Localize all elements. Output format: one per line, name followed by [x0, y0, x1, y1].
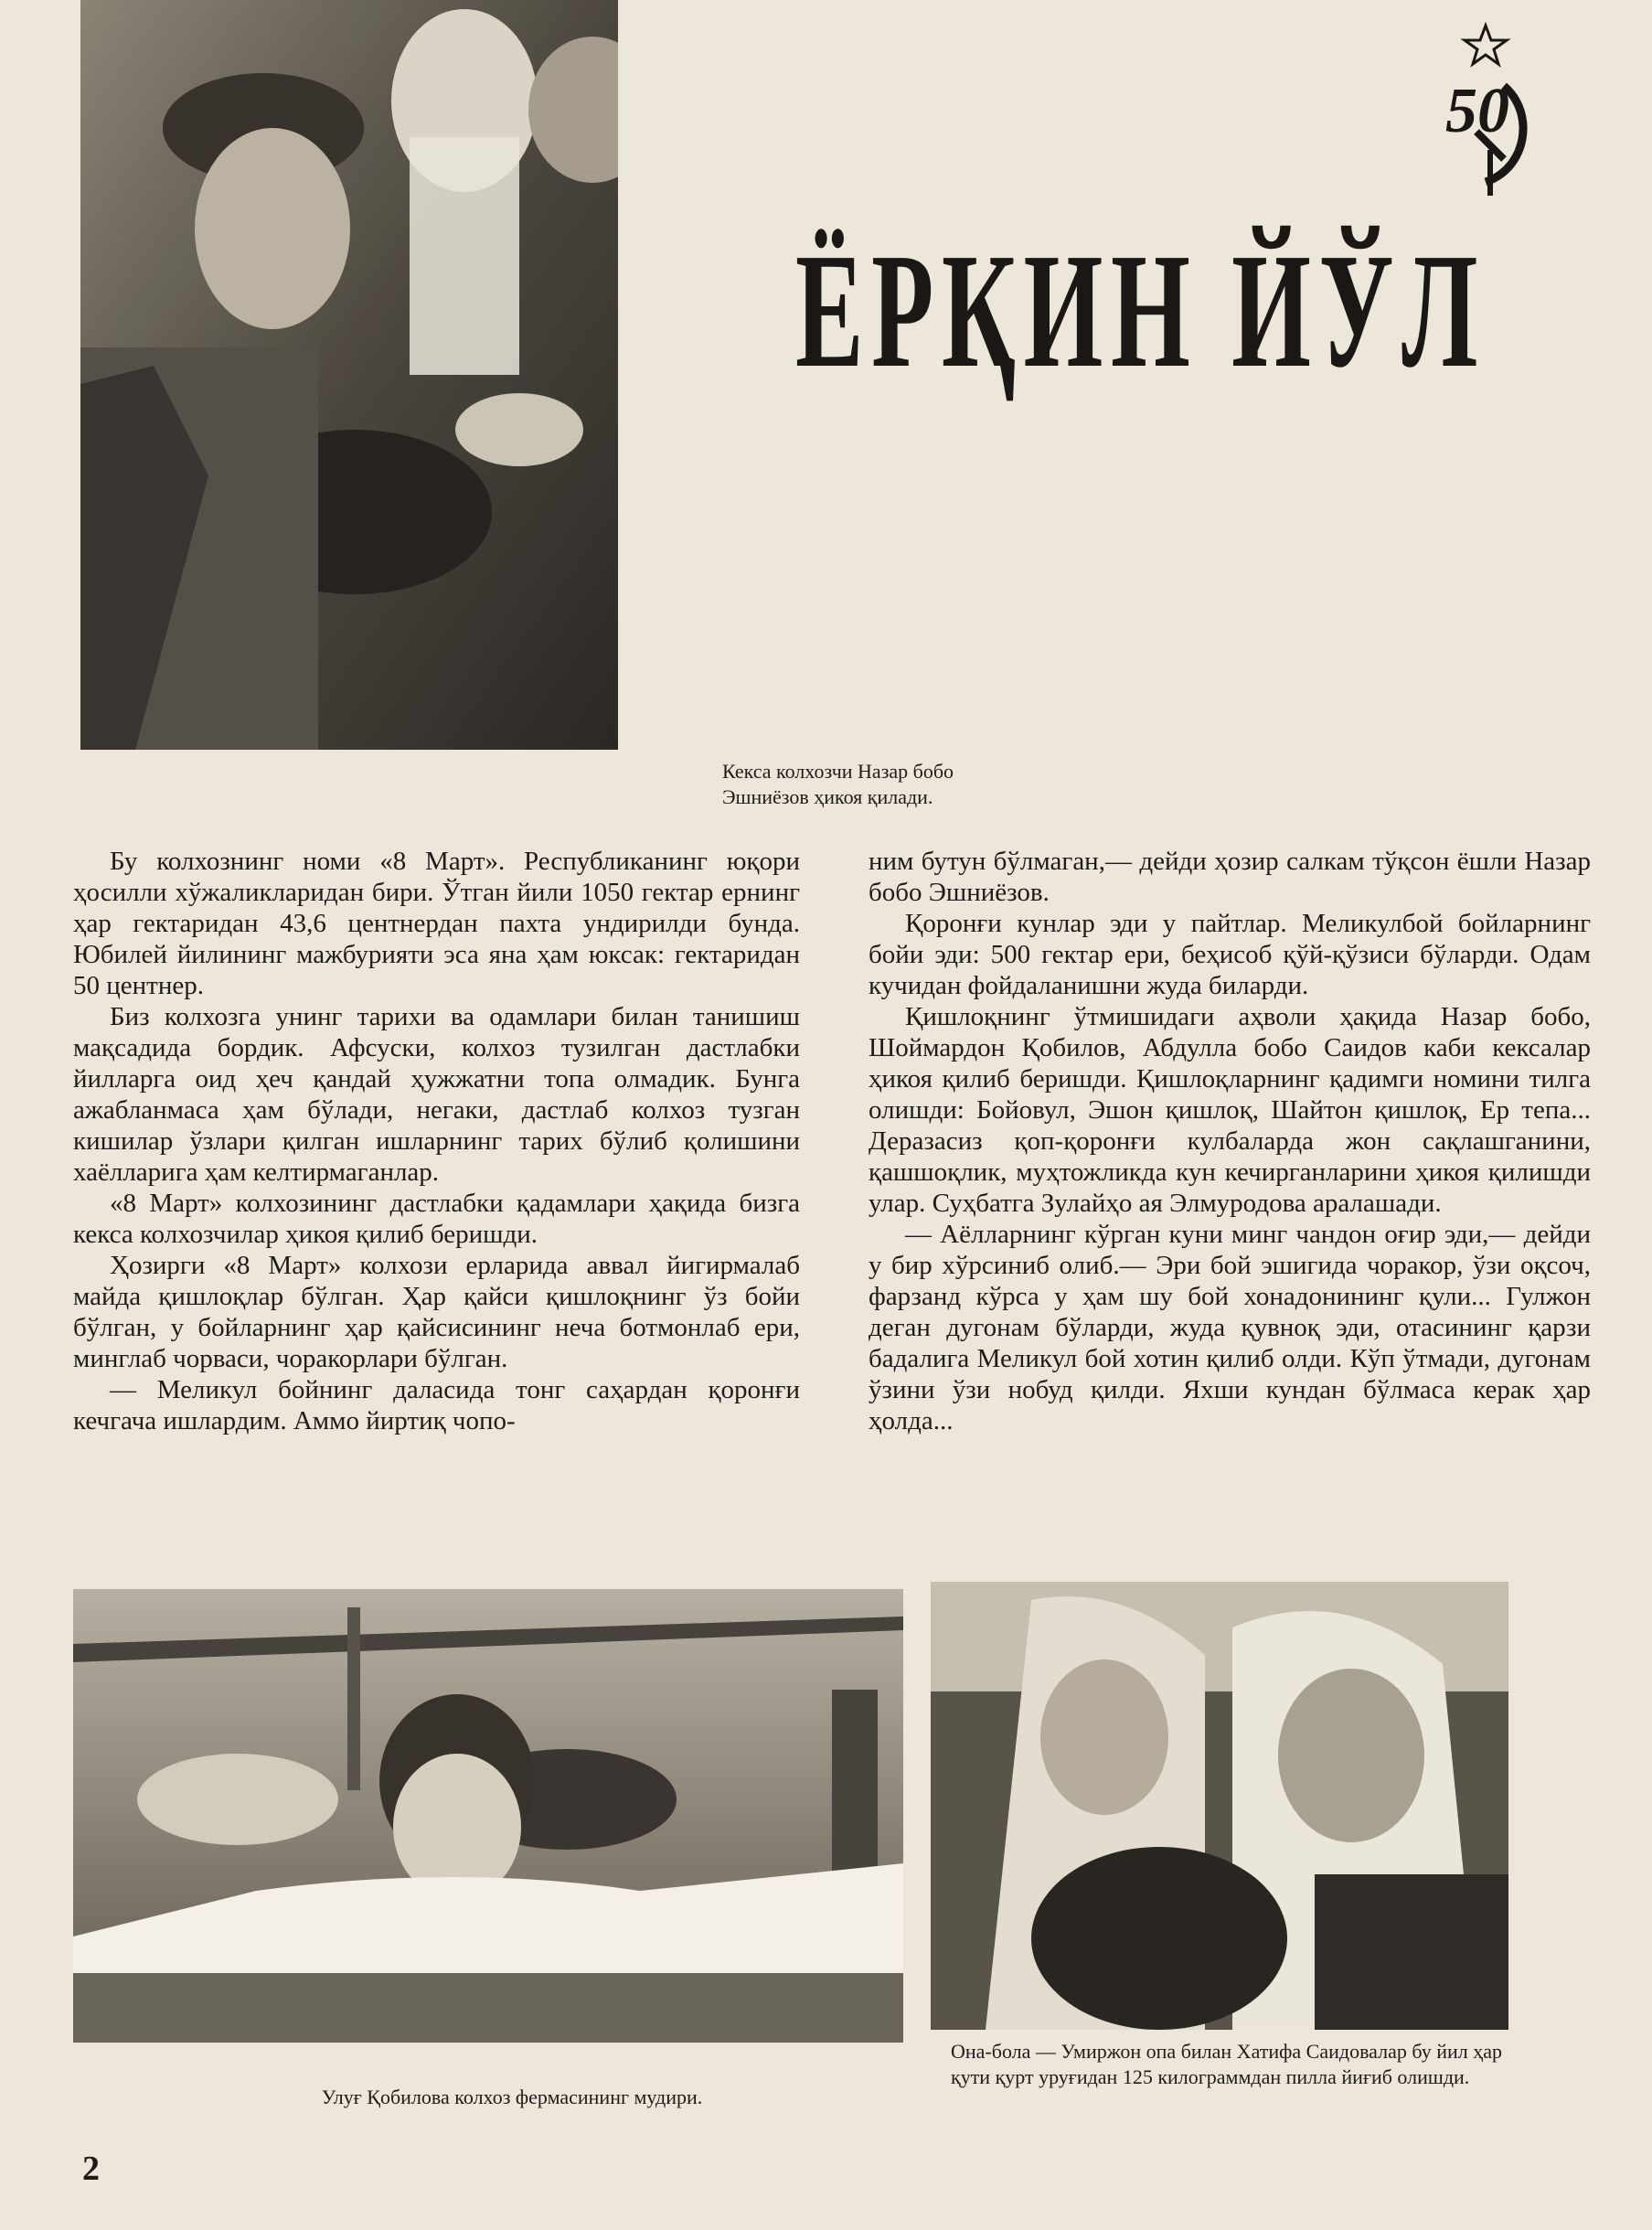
paragraph: Ҳозирги «8 Март» колхози ерларида аввал йигирмалаб майда қишлоқлар бўлган. Ҳар қайси қишлоқнинг ўз бойи бўлган, у бойларнинг ҳар қайсисининг неча ботмонлаб ери, минглаб чорваси, чоракорлари бўлган. — [73, 1251, 800, 1373]
paragraph: — Аёлларнинг кўрган куни минг чандон оғир эди,— дейди у бир хўрсиниб олиб.— Эри бой эшигида чоракор, ўзи оқсоч, фарзанд кўрса у ҳам шу бой хонадонининг қули... Гулжон деган дугонам бўларди, жуда қувноқ эди, отасининг қарзи бадалига Меликул бой хотин қилиб олди. Кўп ўтмади, дугонам ўзини ўзи нобуд қилди. Яхши кундан бўлмаса керак ҳар ҳолда... — [869, 1220, 1591, 1435]
paragraph: Бу колхознинг номи «8 Март». Республиканинг юқори ҳосилли хўжаликларидан бири. Ўтган йили 1050 гектар ернинг ҳар гектаридан 43,6 центнердан пахта ундирилди бунда. Юбилей йилининг мажбурияти эса яна ҳам юксак: гектаридан 50 центнер. — [73, 847, 800, 1000]
caption-bottom-right-photo: Она-бола — Умиржон опа билан Хатифа Саидовалар бу йил ҳар қути қурт уруғидан 125 килограммдан пилла йиғиб олишди. — [951, 2040, 1503, 2088]
bleed-through-left — [0, 0, 80, 1134]
article-column-2 — [869, 846, 1591, 1436]
paragraph: Биз колхозга унинг тарихи ва одамлари билан танишиш мақсадида бордик. Афсуски, колхоз тузилган дастлабки йилларга оид ҳеч қандай ҳужжатни топа олмадик. Бунга ажабланмаса ҳам бўлади, негаки, дастлаб колхоз тузган кишилар ўзлари қилган ишларнинг тарих бўлиб қолишини хаёлларига ҳам келтирмаганлар. — [73, 1002, 800, 1187]
paragraph: ним бутун бўлмаган,— дейди ҳозир салкам тўқсон ёшли Назар бобо Эшниёзов. — [869, 847, 1591, 907]
caption-bottom-left-photo: Улуғ Қобилова колхоз фермасининг мудири. — [321, 2086, 703, 2108]
bleed-through-middle — [631, 0, 933, 850]
article-column-1 — [73, 846, 800, 1436]
paragraph: — Меликул бойнинг даласида тонг саҳардан қоронғи кечгача ишлардим. Аммо йиртиқ чопо- — [73, 1375, 800, 1435]
paragraph: Қоронғи кунлар эди у пайтлар. Меликулбой бойларнинг бойи эди: 500 гектар ери, беҳисоб қўй-қўзиси бўларди. Одам кучидан фойдаланишни жуда биларди. — [869, 909, 1591, 1000]
paragraph: «8 Март» колхозининг дастлабки қадамлари ҳақида бизга кекса колхозчилар ҳикоя қилиб беришди. — [73, 1189, 800, 1249]
photo-mother-daughter — [931, 1582, 1508, 2030]
photo-farm-manager — [73, 1589, 903, 2043]
page-number: 2 — [82, 2150, 100, 2188]
jubilee-50-emblem-icon — [1440, 22, 1531, 205]
svg-text:50: 50 — [1445, 76, 1509, 146]
article-title: ЁРҚИН ЙЎЛ — [795, 219, 1487, 401]
caption-top-photo: Кекса колхозчи Назар бобо Эшниёзов ҳикоя қилади. — [722, 760, 954, 808]
paragraph: Қишлоқнинг ўтмишидаги аҳволи ҳақида Назар бобо, Шоймардон Қобилов, Абдулла бобо Саидов каби кексалар ҳикоя қилиб беришди. Қишлоқларнинг қадимги номини тилга олишди: Бойовул, Эшон қишлоқ, Шайтон қишлоқ, Ер тепа... Деразасиз қоп-қоронғи кулбаларда жон сақлашганини, қашшоқлик, муҳтожликда кун кечирганларини ҳикоя қилишди улар. Суҳбатга Зулайҳо ая Элмуродова аралашади. — [869, 1002, 1591, 1218]
photo-elder-storyteller — [80, 0, 618, 750]
